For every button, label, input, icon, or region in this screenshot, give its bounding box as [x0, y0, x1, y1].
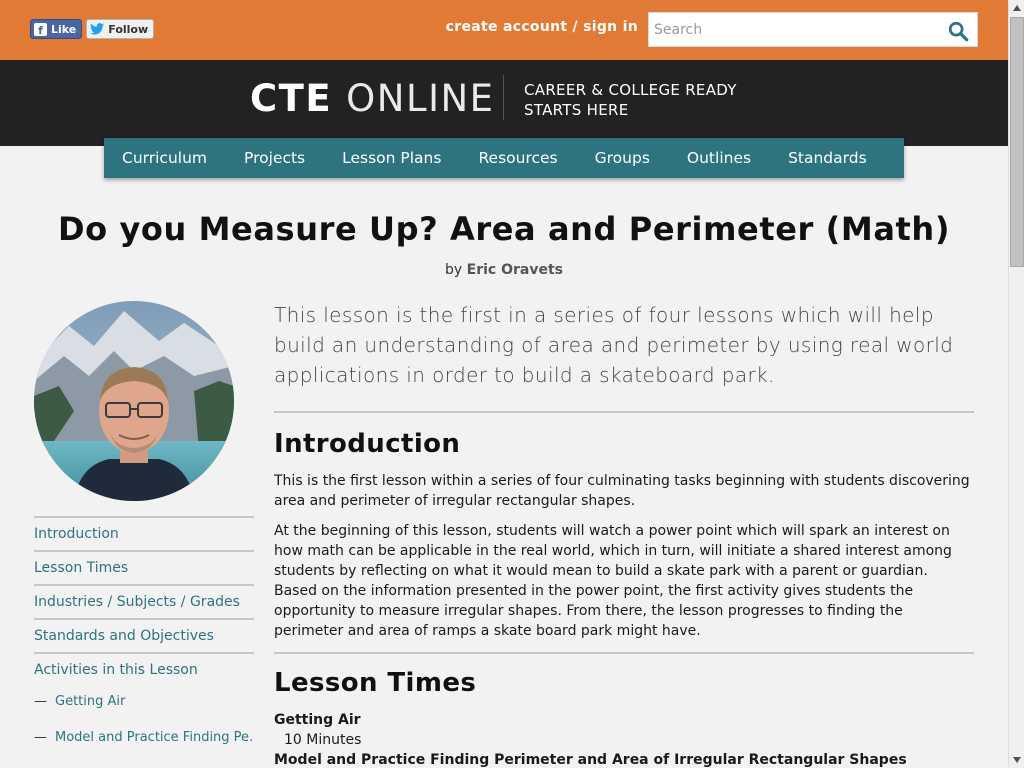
facebook-icon: f [34, 23, 47, 36]
vertical-scrollbar[interactable] [1008, 0, 1024, 768]
tagline [524, 80, 737, 120]
nav-resources[interactable]: Resources [478, 149, 558, 167]
sidebar-item-activities[interactable]: Activities in this Lesson [34, 652, 254, 686]
sidebar-subitem-getting-air[interactable] [34, 686, 254, 722]
section-divider [274, 652, 974, 654]
page-title: Do you Measure Up? Area and Perimeter (Math) [57, 210, 951, 248]
logo-bold-text: CTE [250, 77, 333, 120]
lesson-time-duration: 10 Minutes [284, 732, 362, 748]
section-divider [274, 411, 974, 413]
author-avatar [34, 301, 234, 501]
nav-groups[interactable]: Groups [594, 149, 650, 167]
tagline-line-2: STARTS HERE [524, 101, 629, 119]
twitter-follow-button[interactable] [86, 19, 154, 39]
by-label: by [445, 262, 463, 278]
introduction-paragraph-1: This is the first lesson within a series of four culminating tasks beginning with students discovering area and perimeter of irregular rectangular shapes. [274, 473, 970, 509]
byline [0, 262, 1008, 278]
scroll-up-arrow-icon[interactable] [1009, 0, 1024, 16]
tagline-line-1: CAREER & COLLEGE READY [524, 81, 737, 99]
sidebar-item-introduction[interactable]: Introduction [34, 516, 254, 550]
scrollbar-thumb[interactable] [1010, 17, 1024, 267]
nav-lesson-plans[interactable]: Lesson Plans [342, 149, 442, 167]
sidebar-item-industries[interactable]: Industries / Subjects / Grades [34, 584, 254, 618]
lesson-sidebar-nav [34, 516, 254, 758]
header-divider [503, 75, 504, 120]
follow-label: Follow [108, 22, 149, 36]
lesson-content [274, 300, 974, 768]
facebook-like-button[interactable] [30, 19, 82, 39]
site-header [0, 60, 1008, 146]
dash-marker: — [34, 730, 47, 745]
lesson-summary: This lesson is the first in a series of four lessons which will help build an understanding of area and perimeter by using real world applications in order to build a skateboard park. [274, 303, 954, 387]
nav-curriculum[interactable]: Curriculum [122, 149, 208, 167]
lesson-time-name: Model and Practice Finding Perimeter and Area of Irregular Rectangular Shapes [274, 752, 907, 768]
lesson-times-heading: Lesson Times [274, 668, 477, 698]
introduction-paragraph-2: At the beginning of this lesson, students will watch a power point which will spark an interest on how math can be applicable in the real world, which in turn, will initiate a shared interest among students by reflecting on what it would mean to build a skate park with a parent or guardian. Based on the information presented in the power point, the first activity gives students the opportunity to measure irregular shapes. From there, the lesson progresses to finding the perimeter and area of ramps a skate board park might have. [274, 523, 952, 639]
cte-online-logo[interactable] [250, 77, 495, 120]
logo-light-text: ONLINE [346, 77, 495, 120]
sidebar-subitem-label: Getting Air [55, 694, 126, 709]
nav-outlines[interactable]: Outlines [686, 149, 752, 167]
main-nav [104, 138, 904, 178]
author-link[interactable]: Eric Oravets [466, 262, 563, 278]
sidebar-item-lesson-times[interactable]: Lesson Times [34, 550, 254, 584]
twitter-bird-icon [90, 23, 104, 35]
lesson-time-name: Getting Air [274, 712, 361, 728]
nav-projects[interactable]: Projects [244, 149, 306, 167]
scroll-down-arrow-icon[interactable] [1009, 752, 1024, 768]
create-account-sign-in-link[interactable]: create account / sign in [445, 19, 638, 35]
sidebar-subitem-model-practice[interactable] [34, 722, 254, 758]
search-icon[interactable] [947, 20, 969, 42]
introduction-heading: Introduction [274, 429, 461, 459]
social-buttons [30, 19, 154, 39]
dash-marker: — [34, 694, 47, 709]
sidebar-subitem-label: Model and Practice Finding Pe. [55, 730, 254, 745]
search-input[interactable] [649, 13, 939, 46]
author-photo [34, 301, 234, 501]
sidebar-item-standards[interactable]: Standards and Objectives [34, 618, 254, 652]
like-label: Like [51, 22, 77, 36]
nav-standards[interactable]: Standards [788, 149, 867, 167]
search-box [648, 12, 978, 47]
top-bar [0, 0, 1008, 60]
